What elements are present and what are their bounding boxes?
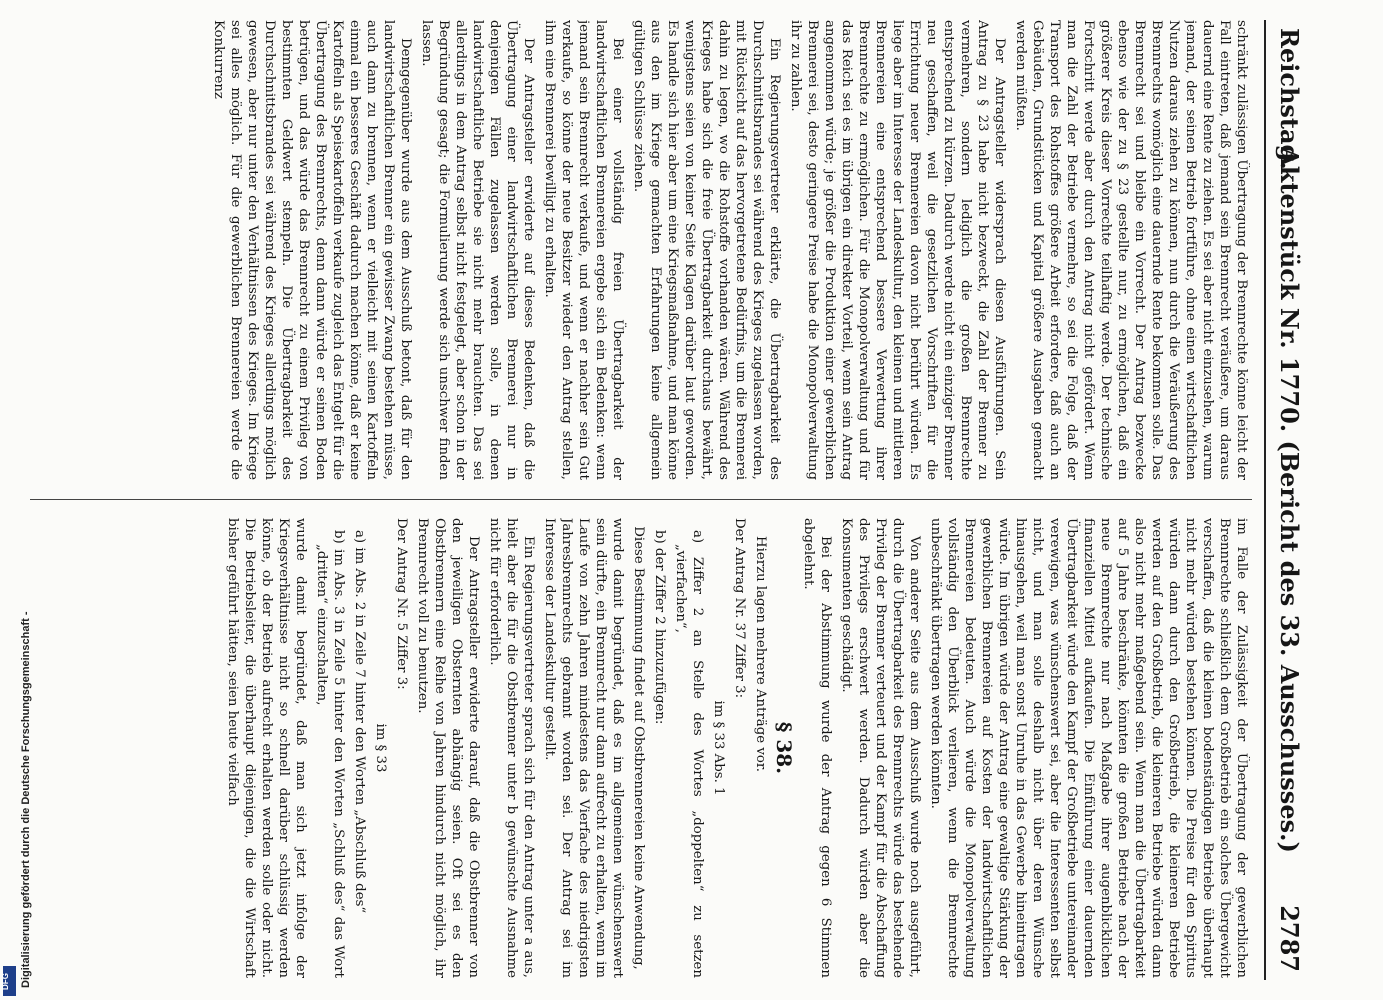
header-document-title: Aktenstück Nr. 1770. (Bericht des 33. Ausschusses.) (1275, 147, 1304, 853)
paragraph: Ein Regierungsvertreter sprach sich für den Antrag unter a aus, hielt aber die für die Obstbrenner unter b gewünschte Ausnahme nicht für erforderlich. (487, 518, 536, 978)
credit-text: Digitalisierung gefördert durch die Deutsche Forschungsgemeinschaft - (20, 611, 32, 988)
list-item: im § 33 (373, 723, 388, 773)
list-item: b) im Abs. 3 in Zeile 5 hinter den Worten „Schluß des“ das Wort „dritten“ einzuschalten, (314, 530, 346, 978)
paragraph: im Falle der Zulässigkeit der Übertragung der gewerblichen Brennrechte schließlich dem Großbetrieb ein solches Übergewicht verschaffen, daß die kleinen bodenständigen Betriebe überhaupt nicht mehr würden bestehen können. Die Preise für den Spiritus würden dann durch den Großbetrieb, die kleineren Betriebe werden auf den Großbetrieb, die kleineren Betriebe würden dann also nicht mehr maßgebend sein. Wenn man die Übertragbarkeit auf 5 Jahre beschränke, könnten die großen Betriebe nach der neue Brennrechte nur nach Maßgabe ihrer augenblicklichen finanziellen Mittel aufkaufen. Die Einführung einer dauernden Übertragbarkeit würde den Kampf der Großbetriebe untereinander verewigen, was wünschenswert sei, aber die Interessenten selbst nicht, und man solle deshalb nicht über deren Wünsche hinausgehen, weil man sonst Unruhe in das Gewerbe hineintragen würde. Im übrigen würde der Antrag eine gewaltige Stärkung der gewerblichen Brennereien auf Kosten der landwirtschaftlichen Brennereien bedeuten. Auch würde die Monopolverwaltung vollständig den Überblick verlieren, wenn die Brennrechte unbeschränkt übertragen werden könnten. (928, 518, 1249, 978)
paragraph: Der Antragsteller erwiderte auf dieses Bedenken, daß die Übertragung einer landwirtschaftlichen Brennerei nur in denjenigen Fällen zugelassen werden solle, in denen landwirtschaftliche Betriebe sie nicht mehr brauchten. Das sei allerdings in dem Antrag selbst nicht festgelegt, aber schon in der Begründung gesagt; die Formulierung werde sich unschwer finden lassen. (419, 20, 536, 480)
paragraph: Der Antragsteller widersprach diesen Ausführungen. Sein Antrag zu § 23 habe nicht bezweckt, die Zahl der Brenner zu vermehren, sondern lediglich die großen Brennrechte entsprechend zu kürzen. Dadurch werde nicht ein einziger Brenner neu geschaffen, weil die gesetzlichen Vorschriften für die Errichtung neuer Brennereien davon nicht berührt würden. Es liege aber im Interesse der Landeskultur, den kleinen und mittleren Brennereien eine entsprechend bessere Verwertung ihrer Brennrechte zu ermöglichen. Für die Monopolverwaltung und für das Reich sei es im übrigen ein direkter Vorteil, wenn sein Antrag angenommen würde; je größer die Produktion einer gewerblichen Brennerei sei, desto geringere Preise habe die Monopolverwaltung ihr zu zahlen. (788, 20, 1007, 480)
paragraph: wurde damit begründet, daß man sich jetzt infolge der Kriegsverhältnisse nicht so schnell darüber schlüssig werden könne, ob der Betrieb aufrecht erhalten werden solle oder nicht. Die Betriebsleiter, die überhaupt diejenigen, die die Wirtschaft bisher geführt hätten, seien heute vielfach (225, 518, 308, 978)
paragraph: schränkt zulässigen Übertragung der Brennrechte könne leicht der Fall eintreten, daß jemand sein Brennrecht veräußere, um daraus dauernd eine Rente zu ziehen. Es sei aber nicht einzusehen, warum jemand, der seinen Betrieb fortführe, ohne einen wirtschaftlichen Nutzen daraus ziehen zu können, nun durch die Veräußerung des Brennrechts womöglich eine dauernde Rente bekommen solle. Das Brennrecht sei und bleibe ein Vorrecht. Der Antrag bezwecke ebenso wie der zu § 23 gestellte nur, zu ermöglichen, daß ein größerer Kreis dieser Vorrechte teilhaftig werde. Der technische Fortschritt werde aber durch den Antrag nicht gefördert. Wenn man die Zahl der Betriebe vermehre, so sei die Folge, daß der Transport des Rohstoffes größere Arbeit erfordere, daß auch an Gebäuden, Grundstücken und Kapital größere Ausgaben gemacht werden müßten. (1013, 20, 1249, 480)
paragraph: wurde damit begründet, daß es im allgemeinen wünschenswert sein dürfte, ein Brennrecht nur dann aufrecht zu erhalten, wenn im Laufe von zehn Jahren mindestens das Vierfache des niedrigsten Jahresbrennrechts gebrannt worden sei. Der Antrag sei im Interesse der Landeskultur gestellt. (542, 518, 625, 978)
list-item: b) der Ziffer 2 hinzuzufügen: (652, 530, 667, 725)
dfg-logo-text: DFG (0, 973, 10, 990)
list-item: Diese Bestimmung findet auf Obstbrennereien keine Anwendung, (631, 526, 646, 970)
left-column (30, 20, 1250, 480)
paragraph: Der Antragsteller erwiderte darauf, daß die Obstbrenner von den jeweiligen Obsternten abhängig seien. Oft sei es den Obstbrennern eine Reihe von Jahren hindurch nicht möglich, ihr Brennrecht voll zu benutzen. (415, 518, 481, 978)
dfg-logo (0, 966, 16, 996)
footer-credit (2, 600, 32, 990)
header-left-title: Reichstag. (1275, 28, 1304, 170)
paragraph: Demgegenüber wurde aus dem Ausschuß betont, daß für den landwirtschaftlichen Brenner ein gewisser Zwang bestehen müsse, auch dann zu brennen, wenn er vielleicht mit seinen Kartoffeln einmal ein besseres Geschäft dadurch machen könne, daß er keine Kartoffeln als Speisekartoffeln verkaufe zugleich das Entgelt für die Übertragung des Brennrechts, denn dann würde er seinen Boden betrügen, und das würde das Brennrecht zu einem Privileg von bestimmten Geldwert stempeln. Die Übertragbarkeit des Durchschnittsbrandes sei während des Krieges allerdings möglich gewesen, aber nur unter den Verhältnissen des Krieges. Im Kriege sei alles möglich. Für die gewerblichen Brennereien werde die Konkurrenz (211, 20, 413, 480)
list-item: a) Ziffer 2 an Stelle des Wortes „doppelten“ zu setzen „vierfachen“, (673, 530, 705, 978)
right-column (30, 518, 1250, 978)
list-item: im § 33 Abs. 1 (711, 700, 726, 796)
page-number: 2787 (1275, 905, 1304, 972)
paragraph: Bei der Abstimmung wurde der Antrag gegen 6 Stimmen abgelehnt. (801, 518, 833, 978)
list-item: a) im Abs. 2 in Zeile 7 hinter den Worten „Abschluß des“ (352, 530, 367, 914)
paragraph: Der Antrag Nr. 37 Ziffer 3: (732, 518, 747, 699)
section-heading: § 38. (772, 721, 796, 775)
paragraph: Bei einer vollständig freien Übertragbarkeit der landwirtschaftlichen Brennereien ergebe sich ein Bedenken: wenn jemand sein Brennrecht verkaufe, und wenn er nachher sein Gut verkaufe, so könne der neue Besitzer wieder den Antrag stellen, ihm eine Brennerei bewilligt zu erhalten. (542, 20, 625, 480)
paragraph: Von anderer Seite aus dem Ausschuß wurde noch ausgeführt, durch die Übertragbarkeit des Brennrechts würde das bestehende Privileg der Brenner verteuert und der Kampf für die Abschaffung des Privilegs erschwert werden. Dadurch würden aber die Konsumenten geschädigt. (839, 518, 922, 978)
paragraph: Der Antrag Nr. 5 Ziffer 3: (394, 518, 409, 690)
document-page (20, 20, 1310, 980)
paragraph: Hierzu lagen mehrere Anträge vor. (753, 536, 768, 772)
column-divider (30, 499, 1252, 500)
page-header (1264, 20, 1310, 980)
paragraph: Ein Regierungsvertreter erklärte, die Übertragbarkeit des Durchschnittsbrandes sei während des Krieges zugelassen worden, mit Rücksicht auf das hervorgetretene Bedürfnis, um die Brennerei dahin zu legen, wo die Rohstoffe vorhanden wären. Während des Krieges habe sich die freie Übertragbarkeit durchaus bewährt, wenigstens seien von keiner Seite Klagen darüber laut geworden. Es handle sich hier aber um eine Kriegsmaßnahme, und man könne aus den im Kriege gemachten Erfahrungen keine allgemein gültigen Schlüsse ziehen. (631, 20, 782, 480)
